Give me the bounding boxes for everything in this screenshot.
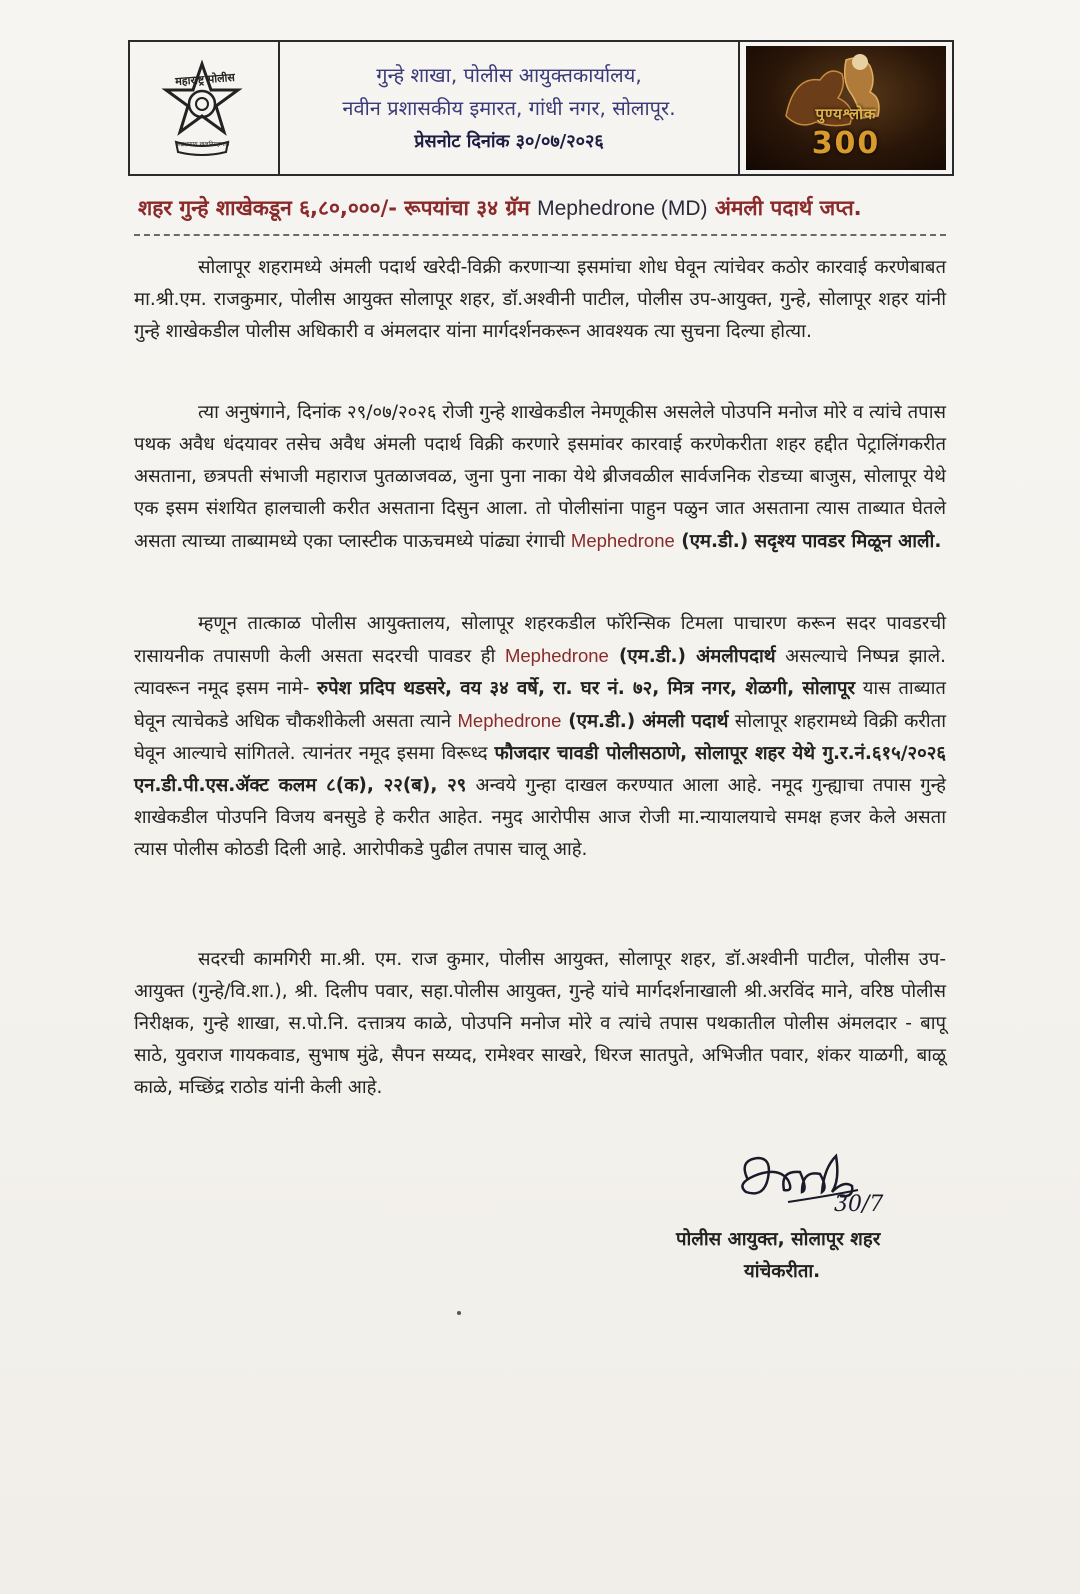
headline-part-3: अंमली पदार्थ जप्त. xyxy=(707,196,862,220)
paragraph-1: सोलापूर शहरामध्ये अंमली पदार्थ खरेदी-विक्री करणाऱ्या इसमांचा शोध घेवून त्यांचेवर कठोर कारवाई करणेबाबत मा.श्री.एम. राजकुमार, पोलीस आयुक्त सोलापूर शहर, डॉ.अश्वीनी पाटील, पोलीस उप-आयुक्त, गुन्हे, सोलापूर शहर यांनी गुन्हे शाखेकडील पोलीस अधिकारी व अंमलदार यांना मार्गदर्शनकरून आवश्यक त्या सुचना दिल्या होत्या. xyxy=(134,257,946,342)
p2-bold-text: (एम.डी.) सदृश्य पावडर मिळून आली. xyxy=(674,531,942,552)
p3-text-i: अन्वये गुन्हा दाखल करण्यात आला आहे. नमूद गुन्ह्याचा तपास गुन्हे शाखेकडील पोउपनि विजय बनसुडे हे करीत आहेत. नमुद आरोपीस आज रोजी मा.न्यायालयाचे समक्ष हजर केले असता त्यास पोलीस कोठडी दिली आहे. आरोपीकडे पुढील तपास चालू आहे. xyxy=(134,775,947,860)
p3-bold-f: (एम.डी.) अंमली पदार्थ xyxy=(561,711,729,732)
police-logo-cell xyxy=(130,42,280,174)
press-note-date: प्रेसनोट दिनांक ३०/०७/२०२६ xyxy=(414,130,604,152)
p3-drug-name-2: Mephedrone xyxy=(457,710,562,731)
logo-text-top: महाराष्ट्र पोलीस xyxy=(174,70,236,89)
p3-drug-name-1: Mephedrone xyxy=(504,645,609,666)
headline-drug-name: Mephedrone (MD) xyxy=(537,197,708,220)
headline-part-1: शहर गुन्हे शाखेकडून ६,८०,०००/- रूपयांचा ३४ ग्रॅम xyxy=(138,196,538,220)
paragraph-3 xyxy=(134,608,946,866)
signatory-on-behalf: यांचेकरीता. xyxy=(744,1261,821,1282)
anniversary-banner xyxy=(746,46,946,170)
office-line-1: गुन्हे शाखा, पोलीस आयुक्तकार्यालय, xyxy=(376,62,642,87)
logo-text-bottom: सद्रक्षणाय खलनिग्रहणाय xyxy=(176,141,230,148)
handwritten-signature xyxy=(728,1140,928,1230)
p3-text-c: असल्याचे निष्पन्न झाले. त्यावरून नमूद इसम नामे- xyxy=(134,646,946,699)
banner-cell xyxy=(738,42,952,174)
signatory-title: पोलीस आयुक्त, सोलापूर शहर xyxy=(676,1229,881,1250)
headline xyxy=(138,194,958,222)
dashed-divider xyxy=(134,234,946,236)
p2-text: त्या अनुषंगाने, दिनांक २९/०७/२०२६ रोजी गुन्हे शाखेकडील नेमणूकीस असलेले पोउपनि मनोज मोरे व त्यांचे तपास पथक अवैध धंदयावर तसेच अवैध अंमली पदार्थ विक्री करणारे इसमांवर कारवाई करणेकरीता शहर हद्दीत पेट्रालिंगकरीत असताना, छत्रपती संभाजी महाराज पुतळाजवळ, जुना पुना नाका येथे ब्रीजवळील सार्वजनिक रोडच्या बाजुस, सोलापूर येथे एक इसम संशयित हालचाली करीत असताना दिसुन आला. तो पोलीसांना पाहुन पळुन जात असताना त्यास ताब्यात घेतले असता त्याच्या ताब्यामध्ये एका प्लास्टीक पाऊचमध्ये पांढ्या रंगाची xyxy=(134,402,946,552)
letterhead xyxy=(128,40,954,176)
p3-text-a: म्हणून तात्काळ पोलीस आयुक्तालय, सोलापूर शहरकडील फॉरेन्सिक टिमला पाचारण करून सदर पावडरची रासायनीक तपासणी केली असता सदरची पावडर ही xyxy=(134,613,946,667)
p3-text-g: सोलापूर शहरामध्ये विक्री करीता घेवून आल्याचे सांगितले. त्यानंतर नमूद इसमा विरूध्द xyxy=(134,711,946,764)
signature-scribble-icon xyxy=(728,1140,928,1230)
paragraph-2 xyxy=(134,397,946,558)
p3-case-details: फौजदार चावडी पोलीसठाणे, सोलापूर शहर येथे गु.र.नं.६१५/२०२६ एन.डी.पी.एस.ॲक्ट कलम ८(क), २२(ब), २९ xyxy=(134,743,946,796)
p3-accused-details: रुपेश प्रदिप थडसरे, वय ३४ वर्षे, रा. घर नं. ७२, मित्र नगर, शेळगी, सोलापूर xyxy=(317,678,856,699)
banner-number: 300 xyxy=(811,126,881,161)
p3-bold-b: (एम.डी.) अंमलीपदार्थ xyxy=(608,646,776,667)
paragraph-4: सदरची कामगिरी मा.श्री. एम. राज कुमार, पोलीस आयुक्त, सोलापूर शहर, डॉ.अश्वीनी पाटील, पोलीस उप-आयुक्त (गुन्हे/वि.शा.), श्री. दिलीप पवार, सहा.पोलीस आयुक्त, गुन्हे यांचे मार्गदर्शनाखाली श्री.अरविंद माने, वरिष्ठ पोलीस निरीक्षक, गुन्हे शाखा, स.पो.नि. दत्तात्रय काळे, पोउपनि मनोज मोरे व त्यांचे तपास पथकातील पोलीस अंमलदार - बापू साठे, युवराज गायकवाड, सुभाष मुंढे, सैपन सय्यद, रामेश्वर साखरे, धिरज सातपुते, अभिजीत पवार, शंकर याळगी, बाळू काळे, मच्छिंद्र राठोड यांनी केली आहे. xyxy=(134,949,946,1098)
office-address xyxy=(280,42,738,174)
office-line-2: नवीन प्रशासकीय इमारत, गांधी नगर, सोलापूर. xyxy=(342,95,676,120)
p3-text-e: यास ताब्यात घेवून त्याचेकडे अधिक चौकशीकेली असता त्याने xyxy=(134,678,946,732)
stray-dot xyxy=(457,1311,461,1315)
banner-title: पुण्यश्लोक xyxy=(815,105,877,123)
maharashtra-police-emblem-icon xyxy=(130,42,274,174)
p2-drug-name: Mephedrone xyxy=(570,530,675,551)
signature-date: 30/7 xyxy=(834,1192,884,1217)
